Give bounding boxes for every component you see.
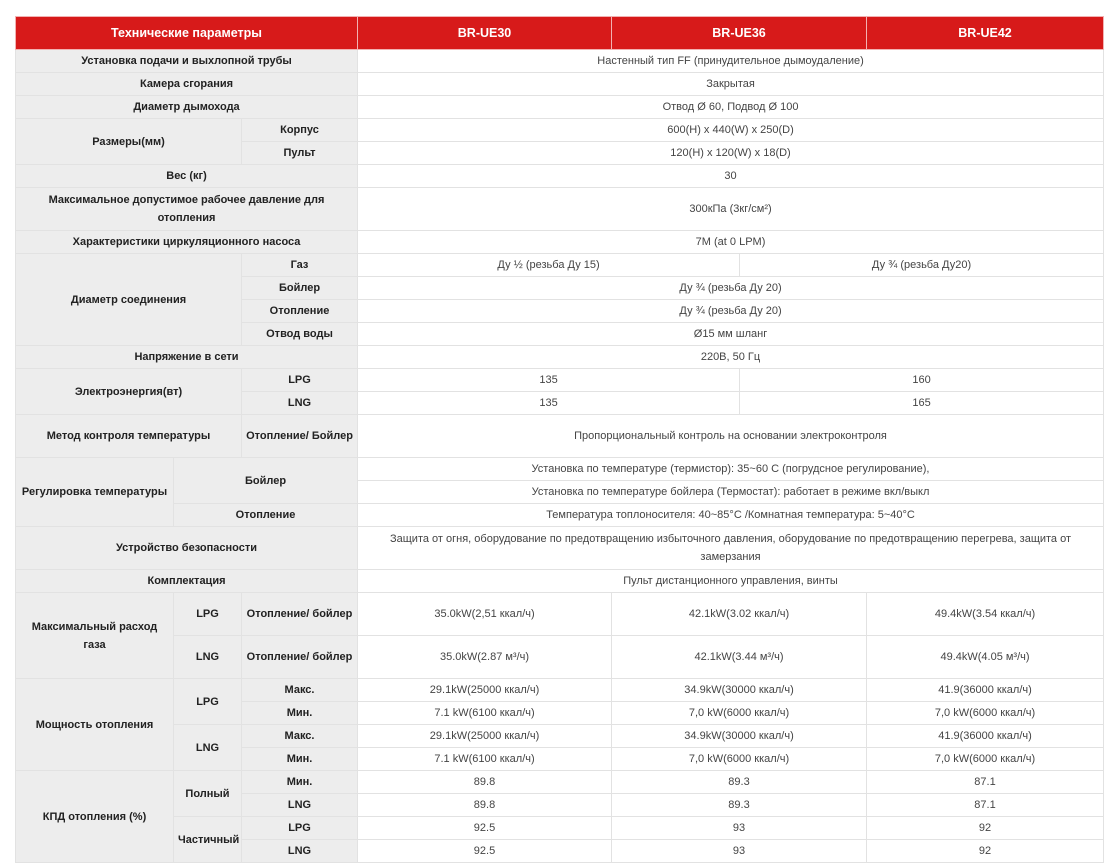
install-label: Установка подачи и выхлопной трубы <box>16 50 358 73</box>
row-pump <box>16 231 1104 254</box>
gasflow-lng-value-1: 35.0kW(2.87 м³/ч) <box>358 636 612 679</box>
gasflow-lpg-value-3: 49.4kW(3.54 ккал/ч) <box>867 593 1104 636</box>
heatpower-lng-max-label: Макс. <box>242 725 358 748</box>
dims-body-label: Корпус <box>242 119 358 142</box>
tempctl-label: Метод контроля температуры <box>16 415 242 458</box>
eff-full-lng-label: LNG <box>242 794 358 817</box>
header-model-2: BR-UE36 <box>612 17 867 50</box>
eff-full-label: Полный <box>174 771 242 817</box>
pump-value: 7M (at 0 LPM) <box>358 231 1104 254</box>
conn-boiler-value: Ду ¾ (резьба Ду 20) <box>358 277 1104 300</box>
eff-part-lng-value-3: 92 <box>867 840 1104 863</box>
row-flue <box>16 96 1104 119</box>
conn-label: Диаметр соединения <box>16 254 242 346</box>
eff-part-lng-label: LNG <box>242 840 358 863</box>
conn-gas-value-1: Ду ½ (резьба Ду 15) <box>358 254 740 277</box>
gasflow-lpg-label: LPG <box>174 593 242 636</box>
row-gasflow-lpg <box>16 593 1104 636</box>
eff-full-lng-value-2: 89.3 <box>612 794 867 817</box>
heatpower-lng-label: LNG <box>174 725 242 771</box>
heatpower-lpg-max-value-1: 29.1kW(25000 ккал/ч) <box>358 679 612 702</box>
power-lng-value-1: 135 <box>358 392 740 415</box>
row-dims-body <box>16 119 1104 142</box>
heatpower-lng-min-label: Мин. <box>242 748 358 771</box>
row-weight <box>16 165 1104 188</box>
voltage-label: Напряжение в сети <box>16 346 358 369</box>
conn-drain-label: Отвод воды <box>242 323 358 346</box>
eff-full-lng-value-1: 89.8 <box>358 794 612 817</box>
power-lpg-value-2: 160 <box>740 369 1104 392</box>
dims-label: Размеры(мм) <box>16 119 242 165</box>
row-chamber <box>16 73 1104 96</box>
gasflow-lpg-sub-label: Отопление/ бойлер <box>242 593 358 636</box>
kit-value: Пульт дистанционного управления, винты <box>358 570 1104 593</box>
flue-value: Отвод Ø 60, Подвод Ø 100 <box>358 96 1104 119</box>
tempreg-boiler-value-1: Установка по температуре (термистор): 35~60 С (погрудсное регулирование), <box>358 458 1104 481</box>
heatpower-lng-min-value-3: 7,0 kW(6000 ккал/ч) <box>867 748 1104 771</box>
heatpower-lng-max-value-1: 29.1kW(25000 ккал/ч) <box>358 725 612 748</box>
voltage-value: 220В, 50 Гц <box>358 346 1104 369</box>
eff-part-lpg-label: LPG <box>242 817 358 840</box>
row-gasflow-lng <box>16 636 1104 679</box>
heatpower-lpg-min-value-3: 7,0 kW(6000 ккал/ч) <box>867 702 1104 725</box>
tempreg-boiler-value-2: Установка по температуре бойлера (Термостат): работает в режиме вкл/выкл <box>358 481 1104 504</box>
flue-label: Диаметр дымохода <box>16 96 358 119</box>
gasflow-lng-label: LNG <box>174 636 242 679</box>
eff-part-lng-value-1: 92.5 <box>358 840 612 863</box>
heatpower-lpg-min-label: Мин. <box>242 702 358 725</box>
eff-part-lpg-value-2: 93 <box>612 817 867 840</box>
spec-table <box>15 16 1104 863</box>
eff-full-min-value-1: 89.8 <box>358 771 612 794</box>
header-row <box>16 17 1104 50</box>
tempreg-heat-label: Отопление <box>174 504 358 527</box>
eff-partial-label: Частичный <box>174 817 242 863</box>
conn-heat-label: Отопление <box>242 300 358 323</box>
row-eff-full-min <box>16 771 1104 794</box>
heatpower-lpg-min-value-2: 7,0 kW(6000 ккал/ч) <box>612 702 867 725</box>
eff-full-min-value-2: 89.3 <box>612 771 867 794</box>
install-value: Настенный тип FF (принудительное дымоудаление) <box>358 50 1104 73</box>
weight-value: 30 <box>358 165 1104 188</box>
pressure-value: 300кПа (3кг/см²) <box>358 188 1104 231</box>
tempreg-label: Регулировка температуры <box>16 458 174 527</box>
safety-value: Защита от огня, оборудование по предотвращению избыточного давления, оборудование по предотвращению перегрева, защита от замерзания <box>358 527 1104 570</box>
weight-label: Вес (кг) <box>16 165 358 188</box>
eff-part-lng-value-2: 93 <box>612 840 867 863</box>
eff-full-min-label: Мин. <box>242 771 358 794</box>
row-install <box>16 50 1104 73</box>
heatpower-lpg-min-value-1: 7.1 kW(6100 ккал/ч) <box>358 702 612 725</box>
dims-remote-value: 120(H) x 120(W) x 18(D) <box>358 142 1104 165</box>
row-safety <box>16 527 1104 570</box>
kit-label: Комплектация <box>16 570 358 593</box>
heatpower-label: Мощность отопления <box>16 679 174 771</box>
row-power-lpg <box>16 369 1104 392</box>
gasflow-lng-sub-label: Отопление/ бойлер <box>242 636 358 679</box>
tempreg-heat-value: Температура топлоносителя: 40~85°C /Комнатная температура: 5~40°C <box>358 504 1104 527</box>
gasflow-lng-value-2: 42.1kW(3.44 м³/ч) <box>612 636 867 679</box>
header-param: Технические параметры <box>16 17 358 50</box>
tempctl-sub-label: Отопление/ Бойлер <box>242 415 358 458</box>
conn-gas-value-2: Ду ¾ (резьба Ду20) <box>740 254 1104 277</box>
power-lpg-label: LPG <box>242 369 358 392</box>
dims-remote-label: Пульт <box>242 142 358 165</box>
eff-part-lpg-value-1: 92.5 <box>358 817 612 840</box>
eff-part-lpg-value-3: 92 <box>867 817 1104 840</box>
power-label: Электроэнергия(вт) <box>16 369 242 415</box>
safety-label: Устройство безопасности <box>16 527 358 570</box>
power-lpg-value-1: 135 <box>358 369 740 392</box>
gasflow-label: Максимальный расход газа <box>16 593 174 679</box>
row-heatpower-lpg-max <box>16 679 1104 702</box>
row-eff-part-lpg <box>16 817 1104 840</box>
eff-full-lng-value-3: 87.1 <box>867 794 1104 817</box>
row-kit <box>16 570 1104 593</box>
dims-body-value: 600(H) x 440(W) x 250(D) <box>358 119 1104 142</box>
row-conn-gas <box>16 254 1104 277</box>
heatpower-lng-max-value-3: 41.9(36000 ккал/ч) <box>867 725 1104 748</box>
header-model-3: BR-UE42 <box>867 17 1104 50</box>
gasflow-lpg-value-2: 42.1kW(3.02 ккал/ч) <box>612 593 867 636</box>
row-tempctl <box>16 415 1104 458</box>
header-model-1: BR-UE30 <box>358 17 612 50</box>
conn-gas-label: Газ <box>242 254 358 277</box>
chamber-value: Закрытая <box>358 73 1104 96</box>
heatpower-lng-max-value-2: 34.9kW(30000 ккал/ч) <box>612 725 867 748</box>
conn-drain-value: Ø15 мм шланг <box>358 323 1104 346</box>
gasflow-lpg-value-1: 35.0kW(2,51 ккал/ч) <box>358 593 612 636</box>
eff-full-min-value-3: 87.1 <box>867 771 1104 794</box>
tempctl-value: Пропорциональный контроль на основании электроконтроля <box>358 415 1104 458</box>
heatpower-lpg-label: LPG <box>174 679 242 725</box>
heatpower-lpg-max-value-2: 34.9kW(30000 ккал/ч) <box>612 679 867 702</box>
row-tempreg-boiler-1 <box>16 458 1104 481</box>
chamber-label: Камера сгорания <box>16 73 358 96</box>
row-tempreg-heat <box>16 504 1104 527</box>
conn-boiler-label: Бойлер <box>242 277 358 300</box>
pressure-label: Максимальное допустимое рабочее давление для отопления <box>16 188 358 231</box>
heatpower-lpg-max-label: Макс. <box>242 679 358 702</box>
power-lng-label: LNG <box>242 392 358 415</box>
row-voltage <box>16 346 1104 369</box>
gasflow-lng-value-3: 49.4kW(4.05 м³/ч) <box>867 636 1104 679</box>
conn-heat-value: Ду ¾ (резьба Ду 20) <box>358 300 1104 323</box>
tempreg-boiler-label: Бойлер <box>174 458 358 504</box>
power-lng-value-2: 165 <box>740 392 1104 415</box>
row-heatpower-lng-max <box>16 725 1104 748</box>
heatpower-lng-min-value-1: 7.1 kW(6100 ккал/ч) <box>358 748 612 771</box>
heatpower-lpg-max-value-3: 41.9(36000 ккал/ч) <box>867 679 1104 702</box>
row-pressure <box>16 188 1104 231</box>
pump-label: Характеристики циркуляционного насоса <box>16 231 358 254</box>
heatpower-lng-min-value-2: 7,0 kW(6000 ккал/ч) <box>612 748 867 771</box>
eff-label: КПД отопления (%) <box>16 771 174 863</box>
